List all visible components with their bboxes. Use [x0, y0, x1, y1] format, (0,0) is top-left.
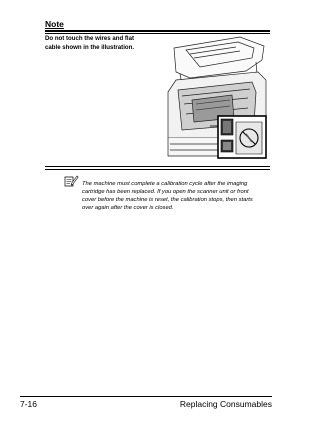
printer-open-scanner-illustration — [160, 34, 270, 164]
warning-line-2: cable shown in the illustration. — [45, 43, 135, 51]
note-top-rule-thick — [45, 30, 270, 32]
section-title: Replacing Consumables — [179, 399, 272, 409]
memo-line-4: over again after the cover is closed. — [82, 205, 174, 212]
note-bottom-rule-thin — [45, 166, 270, 167]
warning-line-1: Do not touch the wires and flat — [45, 35, 135, 42]
memo-line-1: The machine must complete a calibration cycle after the imaging — [82, 181, 248, 187]
memo-line-2: cartridge has been replaced. If you open the scanner unit or front — [82, 189, 249, 196]
memo-line-3: cover before the machine is reset, the calibration stops, then starts — [82, 197, 253, 204]
memo-pencil-icon — [63, 174, 79, 188]
memo-text — [82, 180, 272, 212]
footer-rule — [20, 396, 272, 397]
note-warning-text — [45, 35, 155, 52]
note-bottom-rule-thick — [45, 169, 270, 171]
note-heading: Note — [45, 19, 64, 29]
page-number: 7-16 — [20, 399, 38, 409]
